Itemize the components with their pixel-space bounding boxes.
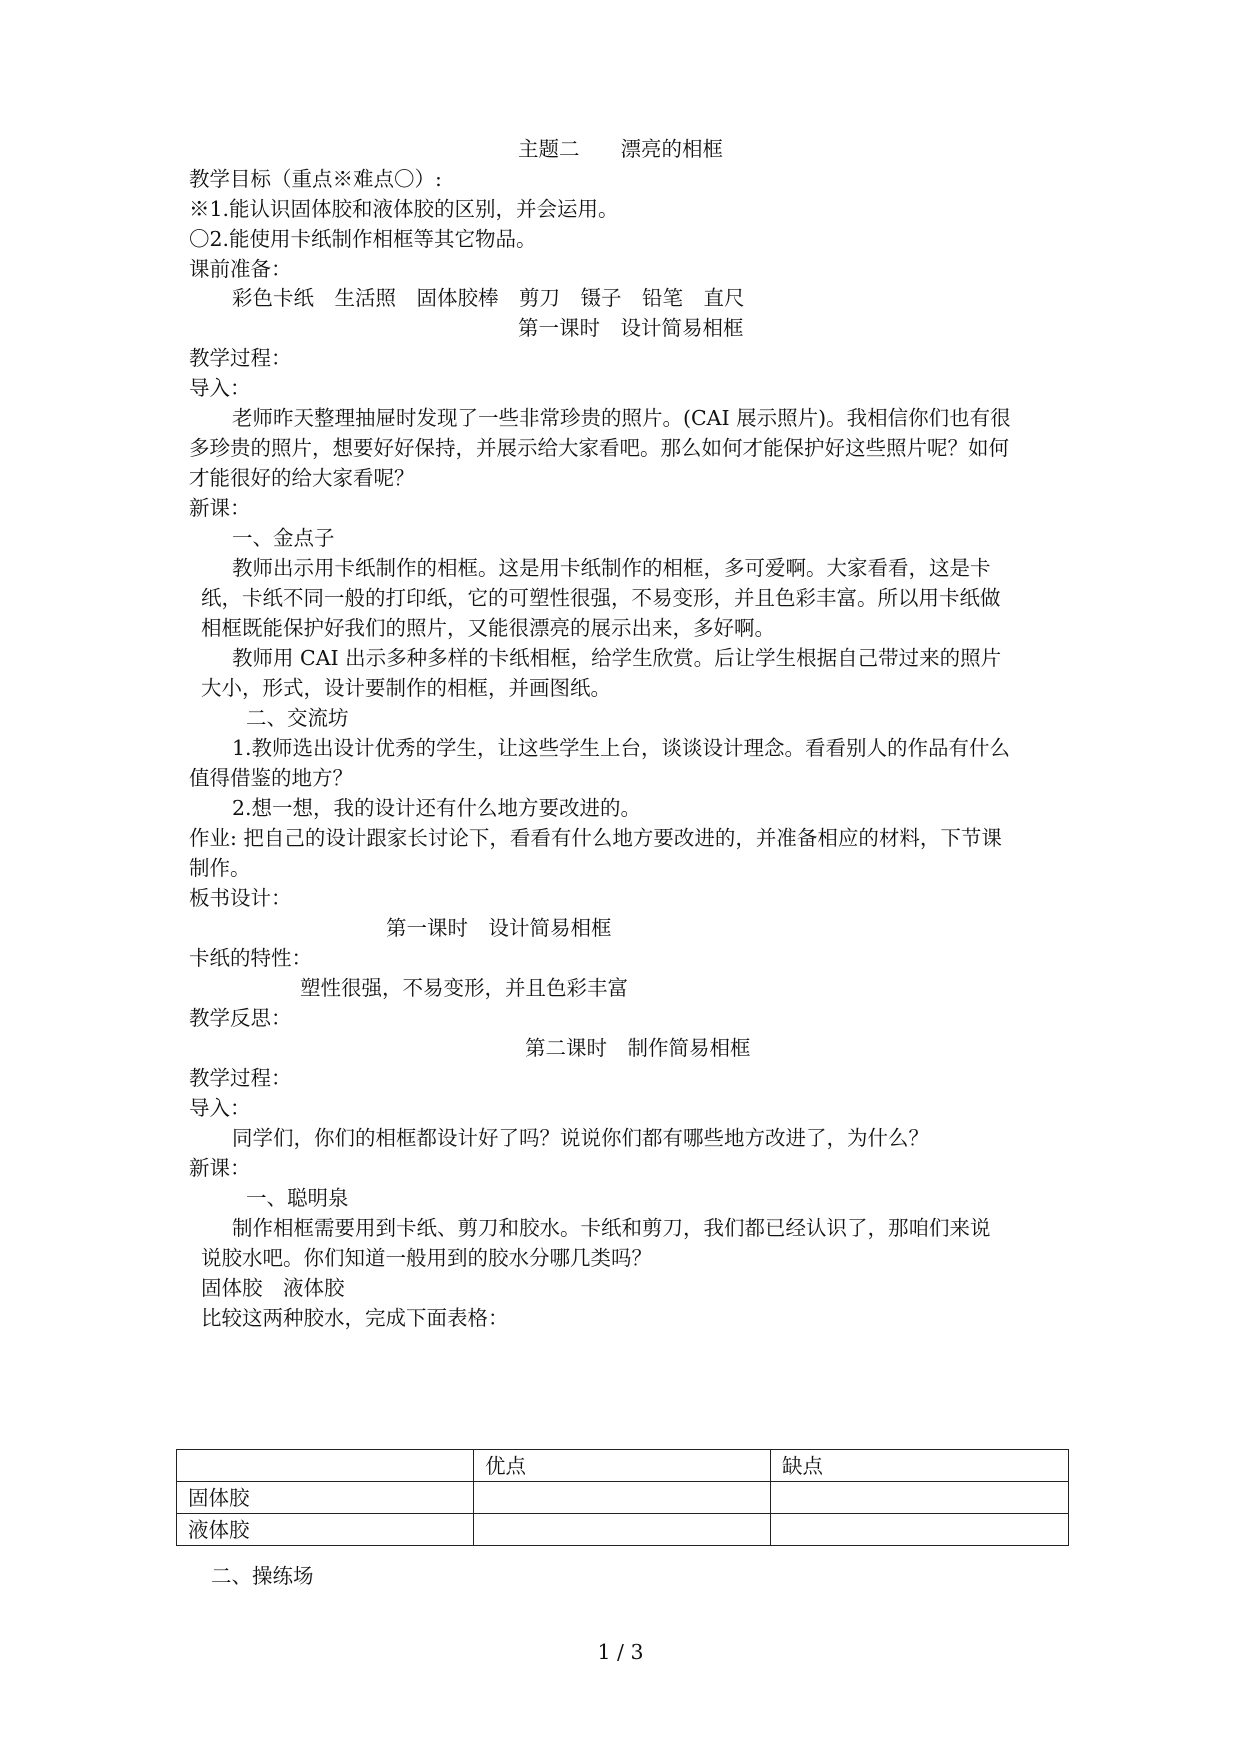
paragraph-line: 纸，卡纸不同一般的打印纸，它的可塑性很强，不易变形，并且色彩丰富。所以用卡纸做 [201, 586, 1001, 610]
table-row [177, 1482, 1069, 1514]
process-heading: 教学过程： [189, 346, 292, 370]
table-cell: 液体胶 [177, 1514, 474, 1546]
paragraph-line: 教师用 CAI 出示多种多样的卡纸相框，给学生欣赏。后让学生根据自己带过来的照片 [232, 646, 1002, 670]
table-cell [771, 1482, 1069, 1514]
lesson-1-title: 第一课时 设计简易相框 [518, 316, 744, 340]
section-heading: 二、交流坊 [246, 706, 349, 730]
page-title: 主题二 漂亮的相框 [518, 137, 723, 161]
homework-line: 制作。 [189, 856, 251, 880]
board-property-detail: 塑性很强，不易变形，并且色彩丰富 [300, 976, 628, 1000]
new-lesson-heading: 新课： [189, 1156, 251, 1180]
prep-heading: 课前准备： [189, 257, 292, 281]
paragraph-line: 1.教师选出设计优秀的学生，让这些学生上台，谈谈设计理念。看看别人的作品有什么 [232, 736, 1011, 760]
lesson-2-title: 第二课时 制作简易相框 [525, 1036, 751, 1060]
paragraph-line: 大小，形式，设计要制作的相框，并画图纸。 [201, 676, 611, 700]
intro-heading: 导入： [189, 376, 251, 400]
table-header-cell: 优点 [474, 1450, 771, 1482]
goal-1: ※1.能认识固体胶和液体胶的区别，并会运用。 [189, 197, 619, 221]
glue-types: 固体胶 液体胶 [201, 1276, 345, 1300]
reflection-heading: 教学反思： [189, 1006, 292, 1030]
new-lesson-heading: 新课： [189, 496, 251, 520]
intro-heading: 导入： [189, 1096, 251, 1120]
table-header-cell: 缺点 [771, 1450, 1069, 1482]
paragraph-line: 说胶水吧。你们知道一般用到的胶水分哪几类吗？ [201, 1246, 652, 1270]
goal-2: 〇2.能使用卡纸制作相框等其它物品。 [189, 227, 537, 251]
board-property-label: 卡纸的特性： [189, 946, 312, 970]
section-heading: 一、金点子 [232, 526, 335, 550]
intro-paragraph-line: 老师昨天整理抽屉时发现了一些非常珍贵的照片。(CAI 展示照片)。我相信你们也有很 [232, 406, 1011, 430]
intro-paragraph-line: 多珍贵的照片，想要好好保持，并展示给大家看吧。那么如何才能保护好这些照片呢？如何 [189, 436, 1009, 460]
materials-list: 彩色卡纸 生活照 固体胶棒 剪刀 镊子 铅笔 直尺 [232, 286, 745, 310]
table-row [177, 1514, 1069, 1546]
intro-paragraph-line: 才能很好的给大家看呢？ [189, 466, 415, 490]
table-header-row [177, 1450, 1069, 1482]
comparison-table [176, 1449, 1069, 1546]
section-heading: 二、操练场 [211, 1564, 314, 1588]
paragraph-line: 值得借鉴的地方？ [189, 766, 353, 790]
table-cell [474, 1482, 771, 1514]
compare-instruction: 比较这两种胶水，完成下面表格： [201, 1306, 509, 1330]
goals-heading: 教学目标（重点※难点〇）: [189, 167, 442, 191]
intro-paragraph-line: 同学们，你们的相框都设计好了吗？说说你们都有哪些地方改进了，为什么？ [232, 1126, 929, 1150]
board-title: 第一课时 设计简易相框 [386, 916, 612, 940]
paragraph-line: 2.想一想，我的设计还有什么地方要改进的。 [232, 796, 642, 820]
section-heading: 一、聪明泉 [246, 1186, 349, 1210]
board-heading: 板书设计： [189, 886, 292, 910]
table-cell [771, 1514, 1069, 1546]
table-cell: 固体胶 [177, 1482, 474, 1514]
process-heading: 教学过程： [189, 1066, 292, 1090]
paragraph-line: 相框既能保护好我们的照片，又能很漂亮的展示出来，多好啊。 [201, 616, 775, 640]
table-cell [474, 1514, 771, 1546]
paragraph-line: 制作相框需要用到卡纸、剪刀和胶水。卡纸和剪刀，我们都已经认识了，那咱们来说 [232, 1216, 991, 1240]
table-header-cell [177, 1450, 474, 1482]
page-number: 1 / 3 [597, 1640, 644, 1664]
paragraph-line: 教师出示用卡纸制作的相框。这是用卡纸制作的相框，多可爱啊。大家看看，这是卡 [232, 556, 991, 580]
homework-line: 作业: 把自己的设计跟家长讨论下，看看有什么地方要改进的，并准备相应的材料，下节课 [189, 826, 1002, 850]
